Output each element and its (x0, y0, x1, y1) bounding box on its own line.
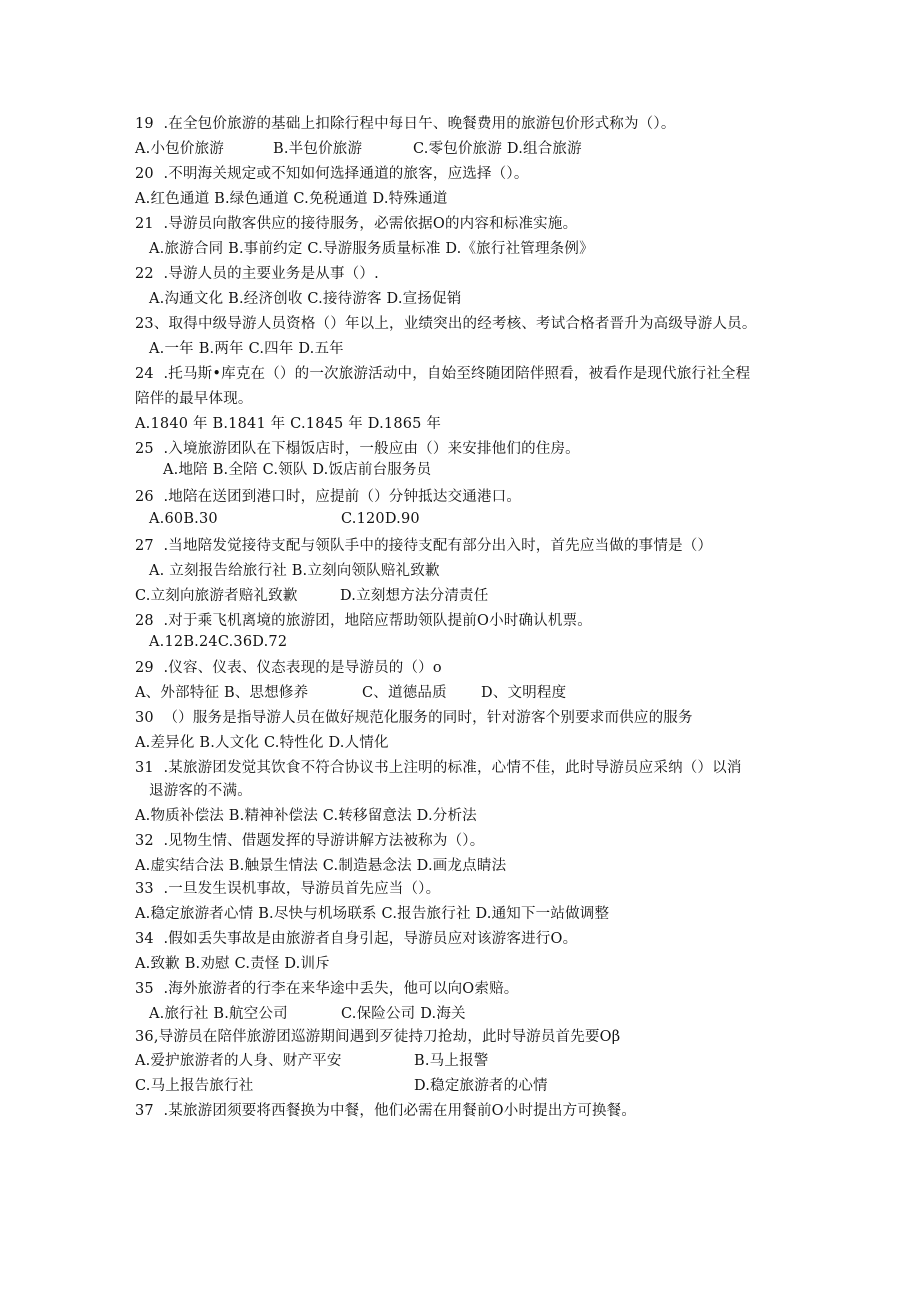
question-31-stem-continued: 退游客的不满。 (149, 783, 252, 799)
question-26-options (149, 509, 549, 529)
question-36-option-c: C.马上报告旅行社 (135, 1078, 254, 1094)
question-27-stem: 27 .当地陪发觉接待支配与领队手中的接待支配有部分出入时，首先应当做的事情是（） (135, 538, 713, 554)
question-37-stem: 37 .某旅游团须要将西餐换为中餐，他们必需在用餐前O小时提出方可换餐。 (135, 1103, 637, 1119)
question-24-stem: 24 .托马斯•库克在（）的一次旅游活动中，自始至终随团陪伴照看，被看作是现代旅行社全程 (135, 366, 751, 382)
question-28-options: A.12B.24C.36D.72 (149, 634, 288, 650)
question-32-stem: 32 .见物生情、借题发挥的导游讲解方法被称为（）。 (135, 833, 485, 849)
question-26-option-cd: C.120D.90 (341, 511, 420, 527)
question-36-options-row2 (135, 1076, 735, 1096)
question-27-option-c: C.立刻向旅游者赔礼致歉 (135, 588, 298, 604)
question-19-option-a: A.小包价旅游 (135, 141, 224, 157)
question-27-options: A. 立刻报告给旅行社 B.立刻向领队赔礼致歉 (149, 563, 440, 579)
question-21-options: A.旅游合同 B.事前约定 C.导游服务质量标准 D.《旅行社管理条例》 (149, 241, 594, 257)
question-21-stem: 21 .导游员向散客供应的接待服务，必需依据O的内容和标准实施。 (135, 216, 578, 232)
question-36-stem: 36,导游员在陪伴旅游团巡游期间遇到歹徒持刀抢劫，此时导游员首先要Oβ (135, 1029, 621, 1045)
question-19-options (135, 139, 735, 159)
question-22-options: A.沟通文化 B.经济创收 C.接待游客 D.宣扬促销 (149, 291, 462, 307)
question-29-option-d: D、文明程度 (481, 685, 567, 701)
question-35-options (149, 1004, 549, 1024)
question-29-options (135, 683, 735, 703)
question-20-options: A.红色通道 B.绿色通道 C.免税通道 D.特殊通道 (135, 191, 448, 207)
question-29-stem: 29 .仪容、仪表、仪态表现的是导游员的（）o (135, 660, 442, 676)
question-31-options: A.物质补偿法 B.精神补偿法 C.转移留意法 D.分析法 (135, 808, 477, 824)
question-34-options: A.致歉 B.劝慰 C.责怪 D.训斥 (135, 956, 330, 972)
question-19-option-cd: C.零包价旅游 D.组合旅游 (413, 141, 582, 157)
question-36-option-b: B.马上报警 (414, 1053, 489, 1069)
question-19-stem: 19 .在全包价旅游的基础上扣除行程中每日午、晚餐费用的旅游包价形式称为（）。 (135, 116, 676, 132)
question-35-stem: 35 .海外旅游者的行李在来华途中丢失，他可以向O索赔。 (135, 981, 519, 997)
question-22-stem: 22 .导游人员的主要业务是从事（）. (135, 266, 379, 282)
question-27-options-row2 (135, 586, 635, 606)
question-26-stem: 26 .地陪在送团到港口时，应提前（）分钟抵达交通港口。 (135, 489, 522, 505)
question-33-stem: 33 .一旦发生误机事故，导游员首先应当（）。 (135, 881, 441, 897)
question-29-option-c: C、道德品质 (362, 685, 447, 701)
question-30-options: A.差异化 B.人文化 C.特性化 D.人情化 (135, 735, 389, 751)
question-35-option-ab: A.旅行社 B.航空公司 (149, 1006, 288, 1022)
question-25-options: A.地陪 B.全陪 C.领队 D.饭店前台服务员 (163, 462, 432, 478)
question-19-option-b: B.半包价旅游 (273, 141, 363, 157)
question-25-stem: 25 .入境旅游团队在下榻饭店时，一般应由（）来安排他们的住房。 (135, 441, 580, 457)
question-36-option-a: A.爱护旅游者的人身、财产平安 (135, 1053, 342, 1069)
question-27-option-d: D.立刻想方法分清责任 (340, 588, 489, 604)
question-24-stem-continued: 陪伴的最早体现。 (135, 391, 253, 407)
question-36-option-d: D.稳定旅游者的心情 (414, 1078, 548, 1094)
question-35-option-cd: C.保险公司 D.海关 (341, 1006, 466, 1022)
question-28-stem: 28 .对于乘飞机离境的旅游团，地陪应帮助领队提前O小时确认机票。 (135, 613, 592, 629)
question-34-stem: 34 .假如丢失事故是由旅游者自身引起，导游员应对该游客进行O。 (135, 931, 578, 947)
question-32-options: A.虚实结合法 B.触景生情法 C.制造悬念法 D.画龙点睛法 (135, 858, 507, 874)
question-24-options: A.1840 年 B.1841 年 C.1845 年 D.1865 年 (135, 416, 442, 432)
question-36-options (135, 1051, 735, 1071)
question-30-stem: 30 （）服务是指导游人员在做好规范化服务的同时，针对游客个别要求而供应的服务 (135, 710, 693, 726)
question-31-stem: 31 .某旅游团发觉其饮食不符合协议书上注明的标准，心情不佳，此时导游员应采纳（）以消 (135, 760, 742, 776)
question-29-option-ab: A、外部特征 B、思想修养 (135, 685, 309, 701)
question-33-options: A.稳定旅游者心情 B.尽快与机场联系 C.报告旅行社 D.通知下一站做调整 (135, 906, 610, 922)
question-23-stem: 23、取得中级导游人员资格（）年以上，业绩突出的经考核、考试合格者晋升为高级导游人员。 (135, 316, 757, 332)
question-23-options: A.一年 B.两年 C.四年 D.五年 (149, 341, 344, 357)
question-20-stem: 20 .不明海关规定或不知如何选择通道的旅客，应选择（）。 (135, 166, 529, 182)
question-26-option-ab: A.60B.30 (149, 511, 218, 527)
